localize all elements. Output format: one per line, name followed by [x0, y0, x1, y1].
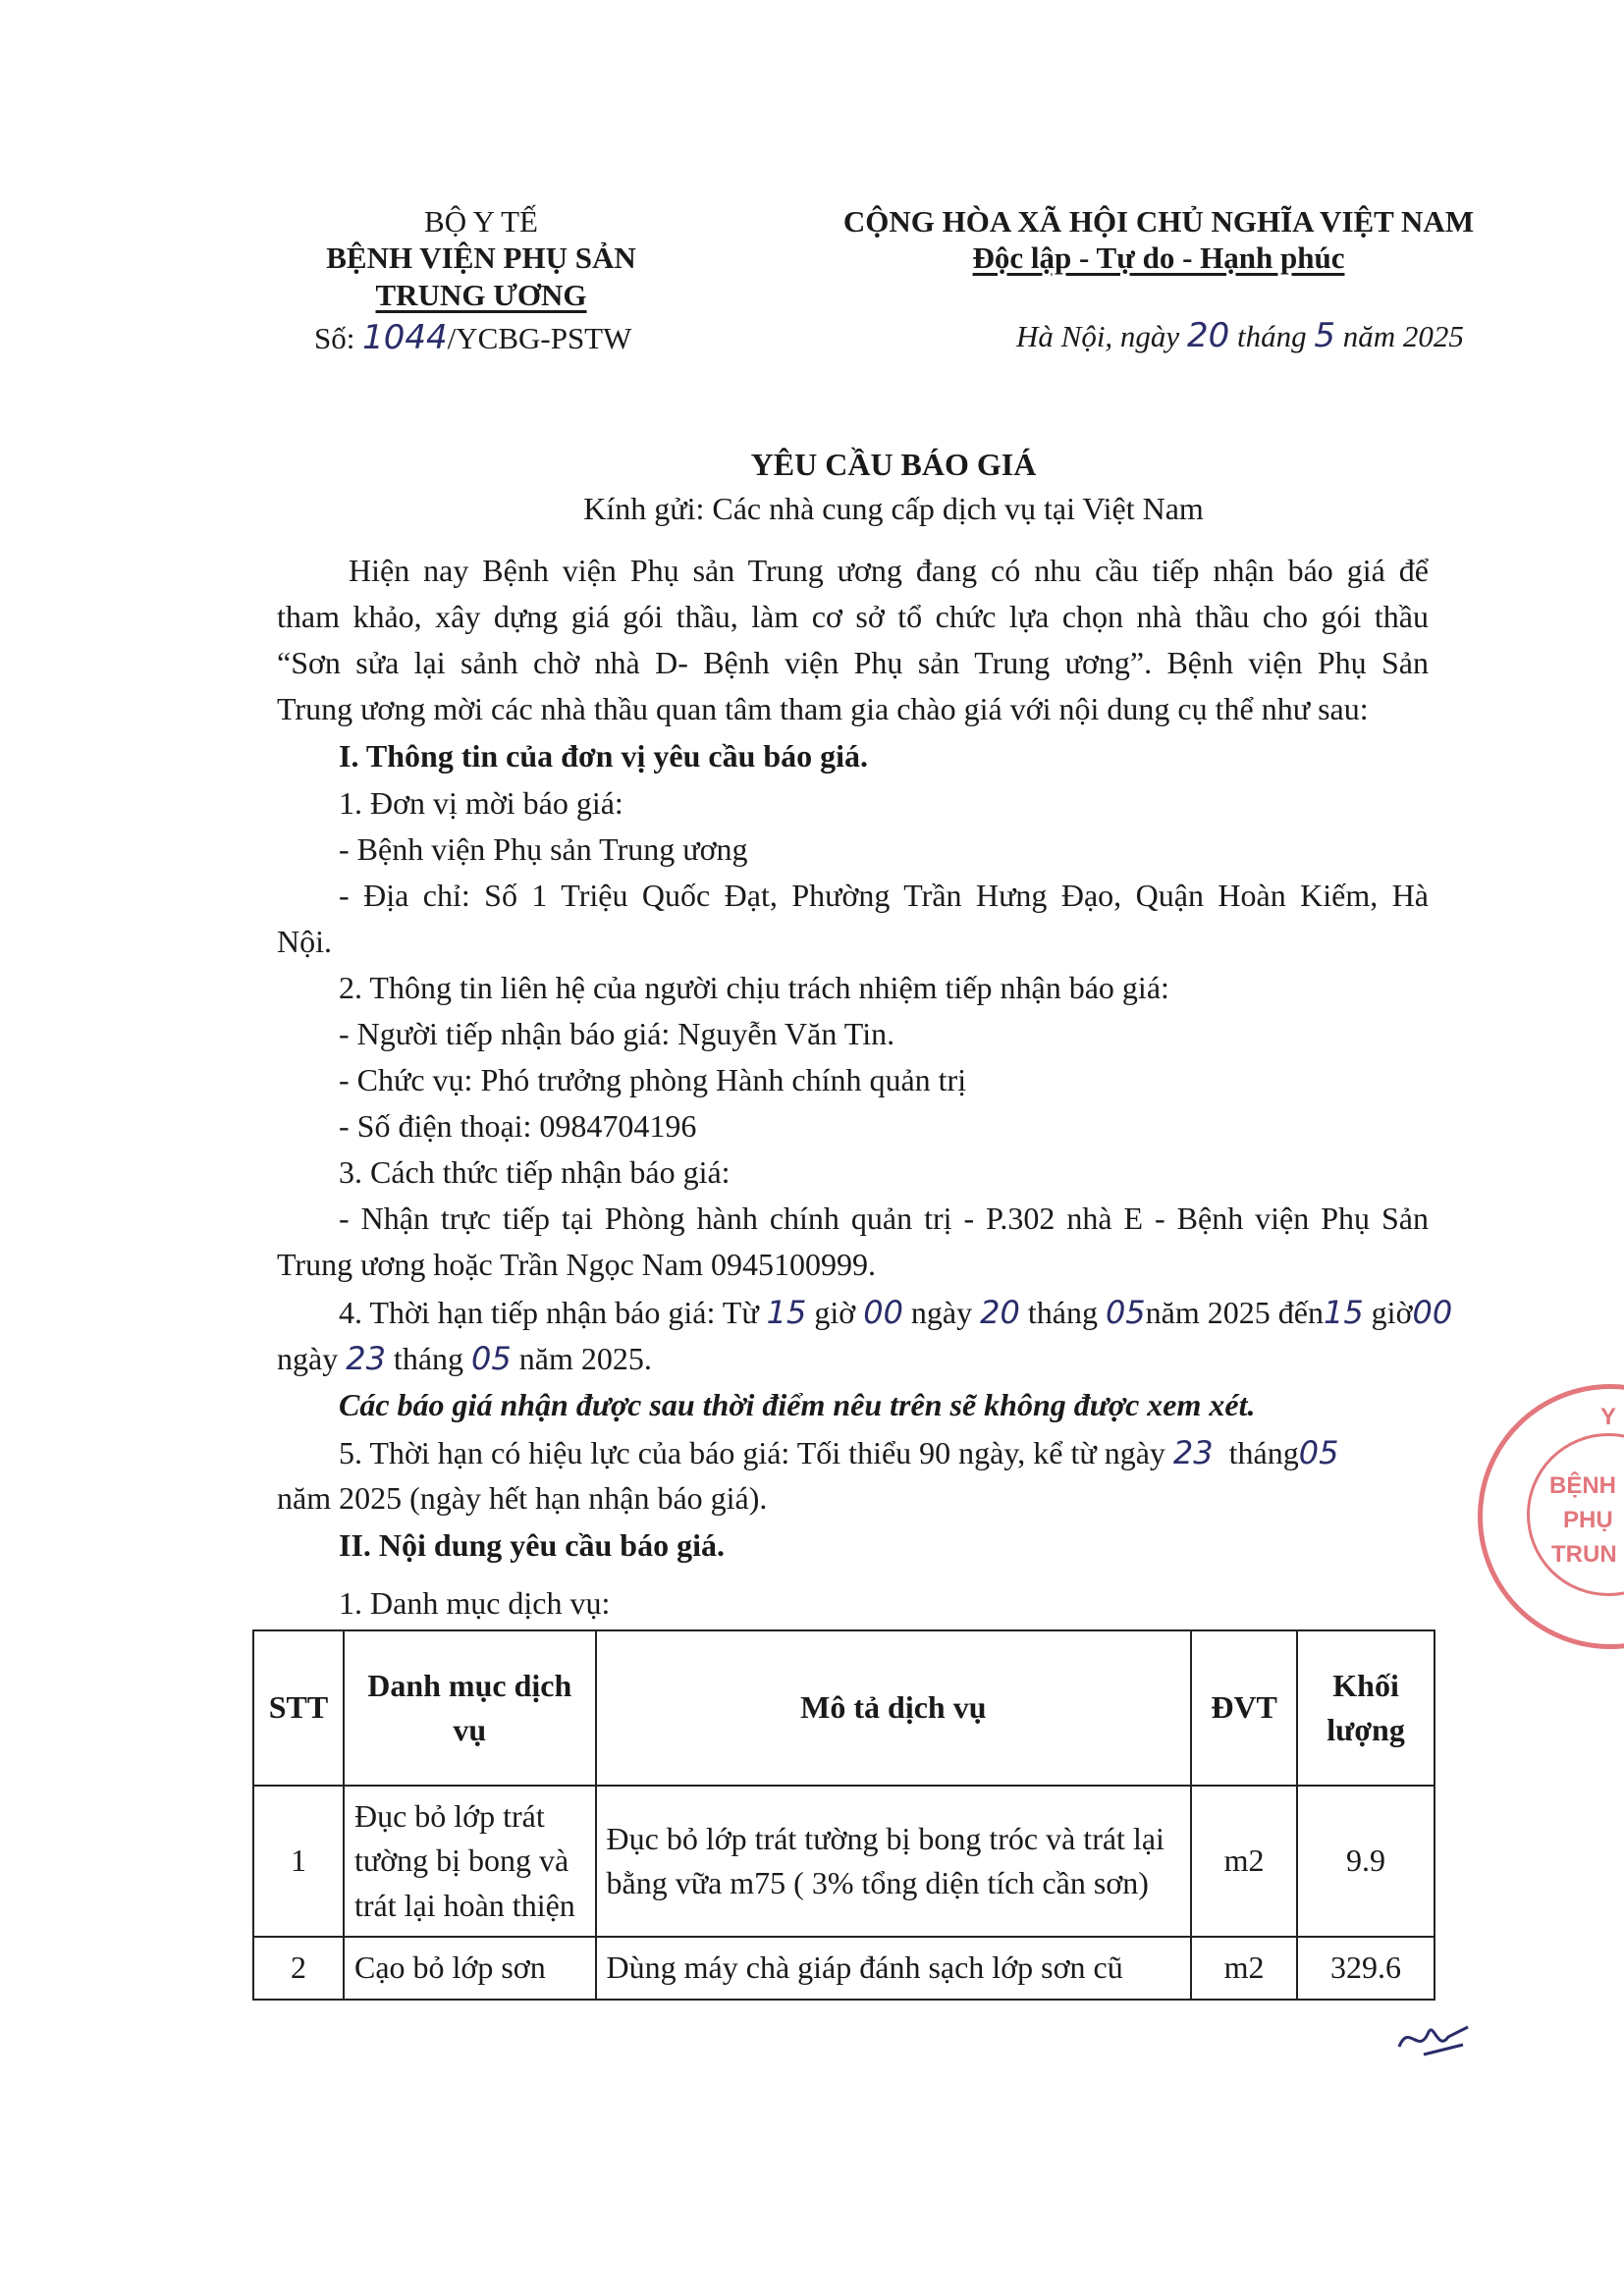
deadline-from-month: 05 — [1105, 1294, 1146, 1331]
intro-line-2: tham khảo, xây dựng giá gói thầu, làm cơ sở tổ chức lựa chọn nhà thầu cho gói thầu — [277, 599, 1429, 634]
intro-line-3: “Sơn sửa lại sảnh chờ nhà D- Bệnh viện Phụ sản Trung ương”. Bệnh viện Phụ Sản — [277, 645, 1429, 680]
country-name: CỘNG HÒA XÃ HỘI CHỦ NGHĨA VIỆT NAM — [842, 204, 1475, 239]
deadline-text: năm 2025. — [518, 1341, 652, 1376]
validity-line-2: năm 2025 (ngày hết hạn nhận báo giá). — [277, 1480, 768, 1516]
table-row — [253, 1937, 1435, 1999]
seal-text-top: Y — [1600, 1404, 1617, 1430]
table-header-row — [253, 1630, 1435, 1786]
col-header-service: Danh mục dịch vụ — [344, 1630, 596, 1786]
deadline-to-day: 23 — [346, 1340, 386, 1377]
deadline-to-month: 05 — [471, 1340, 512, 1377]
date-month-handwritten: 5 — [1314, 316, 1335, 355]
section1-item1: 1. Đơn vị mời báo giá: — [339, 785, 623, 821]
cell-service: Đục bỏ lớp trát tường bị bong và trát lại hoàn thiện — [344, 1786, 596, 1937]
seal-text-3: TRUN — [1551, 1541, 1617, 1568]
hospital-name-line2: TRUNG ƯƠNG — [375, 278, 587, 312]
cell-stt: 1 — [253, 1786, 344, 1937]
document-number — [314, 318, 631, 357]
validity-day: 23 — [1172, 1434, 1214, 1471]
validity-month: 05 — [1298, 1434, 1339, 1471]
validity-text: 5. Thời hạn có hiệu lực của báo giá: Tối thiểu 90 ngày, kể từ ngày — [339, 1435, 1165, 1470]
doc-no-suffix: /YCBG-PSTW — [447, 321, 632, 355]
col-header-stt: STT — [253, 1630, 344, 1786]
deadline-text: ngày — [277, 1341, 339, 1376]
date-day-handwritten: 20 — [1186, 316, 1230, 355]
deadline-text: giờ — [1371, 1295, 1413, 1330]
red-seal-stamp — [1478, 1384, 1624, 1649]
deadline-line-1 — [339, 1294, 1452, 1331]
cell-description: Đục bỏ lớp trát tường bị bong tróc và trát lại bằng vữa m75 ( 3% tổng diện tích cần sơn) — [596, 1786, 1192, 1937]
deadline-text: 4. Thời hạn tiếp nhận báo giá: Từ — [339, 1295, 759, 1330]
receiver-name: - Người tiếp nhận báo giá: Nguyễn Văn Tin. — [339, 1016, 895, 1051]
address-line-2: Nội. — [277, 924, 332, 959]
deadline-from-hour: 15 — [766, 1294, 807, 1331]
deadline-from-minute: 00 — [863, 1294, 903, 1331]
doc-no-prefix: Số: — [314, 321, 355, 355]
ministry-name: BỘ Y TẾ — [424, 204, 538, 239]
col-header-description: Mô tả dịch vụ — [596, 1630, 1192, 1786]
deadline-text: tháng — [393, 1341, 464, 1376]
cell-stt: 2 — [253, 1937, 344, 1999]
document-title: YÊU CẦU BÁO GIÁ — [750, 447, 1037, 482]
handwritten-initials-icon — [1394, 2017, 1473, 2061]
col-header-unit: ĐVT — [1191, 1630, 1297, 1786]
deadline-to-minute: 00 — [1412, 1294, 1453, 1331]
address-line-1: - Địa chỉ: Số 1 Triệu Quốc Đạt, Phường Trần Hưng Đạo, Quận Hoàn Kiếm, Hà — [339, 878, 1429, 913]
cell-description: Dùng máy chà giáp đánh sạch lớp sơn cũ — [596, 1937, 1192, 1999]
deadline-from-day: 20 — [980, 1294, 1020, 1331]
intro-line-1: Hiện nay Bệnh viện Phụ sản Trung ương đang có nhu cầu tiếp nhận báo giá để — [349, 553, 1429, 588]
section1-item2: 2. Thông tin liên hệ của người chịu trách nhiệm tiếp nhận báo giá: — [339, 970, 1169, 1005]
seal-text-2: PHỤ — [1563, 1507, 1613, 1533]
date-suffix: năm 2025 — [1342, 319, 1464, 353]
receiver-phone: - Số điện thoại: 0984704196 — [339, 1108, 697, 1144]
date-prefix: Hà Nội, ngày — [1016, 319, 1180, 353]
place-date — [1016, 316, 1464, 355]
validity-line-1 — [339, 1434, 1429, 1471]
cell-quantity: 9.9 — [1297, 1786, 1435, 1937]
deadline-text: năm 2025 đến — [1145, 1295, 1324, 1330]
method-line-2: Trung ương hoặc Trần Ngọc Nam 0945100999. — [277, 1247, 876, 1282]
validity-text: tháng — [1228, 1435, 1299, 1470]
hospital-name-line1: BỆNH VIỆN PHỤ SẢN — [326, 240, 636, 275]
cell-quantity: 329.6 — [1297, 1937, 1435, 1999]
doc-no-handwritten: 1044 — [362, 318, 448, 357]
inviting-unit: - Bệnh viện Phụ sản Trung ương — [339, 831, 748, 867]
intro-line-4: Trung ương mời các nhà thầu quan tâm tham gia chào giá với nội dung cụ thể như sau: — [277, 691, 1369, 726]
receiver-position: - Chức vụ: Phó trưởng phòng Hành chính quản trị — [339, 1062, 967, 1097]
deadline-to-hour: 15 — [1323, 1294, 1364, 1331]
table-row — [253, 1786, 1435, 1937]
method-line-1: - Nhận trực tiếp tại Phòng hành chính quản trị - P.302 nhà E - Bệnh viện Phụ Sản — [339, 1201, 1429, 1236]
seal-text-1: BỆNH — [1549, 1472, 1617, 1499]
section1-item3: 3. Cách thức tiếp nhận báo giá: — [339, 1154, 731, 1190]
date-mid: tháng — [1236, 319, 1307, 353]
cell-unit: m2 — [1191, 1937, 1297, 1999]
section2-heading: II. Nội dung yêu cầu báo giá. — [339, 1527, 725, 1563]
col-header-quantity: Khối lượng — [1297, 1630, 1435, 1786]
addressee: Kính gửi: Các nhà cung cấp dịch vụ tại Việt Nam — [583, 491, 1204, 526]
service-table — [252, 1629, 1435, 2001]
national-motto: Độc lập - Tự do - Hạnh phúc — [972, 240, 1345, 275]
deadline-text: ngày — [910, 1295, 973, 1330]
late-quote-warning: Các báo giá nhận được sau thời điểm nêu trên sẽ không được xem xét. — [339, 1387, 1256, 1422]
section1-heading: I. Thông tin của đơn vị yêu cầu báo giá. — [339, 738, 869, 774]
cell-unit: m2 — [1191, 1786, 1297, 1937]
deadline-line-2 — [277, 1340, 652, 1377]
service-list-title: 1. Danh mục dịch vụ: — [339, 1585, 611, 1621]
deadline-text: tháng — [1027, 1295, 1098, 1330]
deadline-text: giờ — [814, 1295, 856, 1330]
cell-service: Cạo bỏ lớp sơn — [344, 1937, 596, 1999]
